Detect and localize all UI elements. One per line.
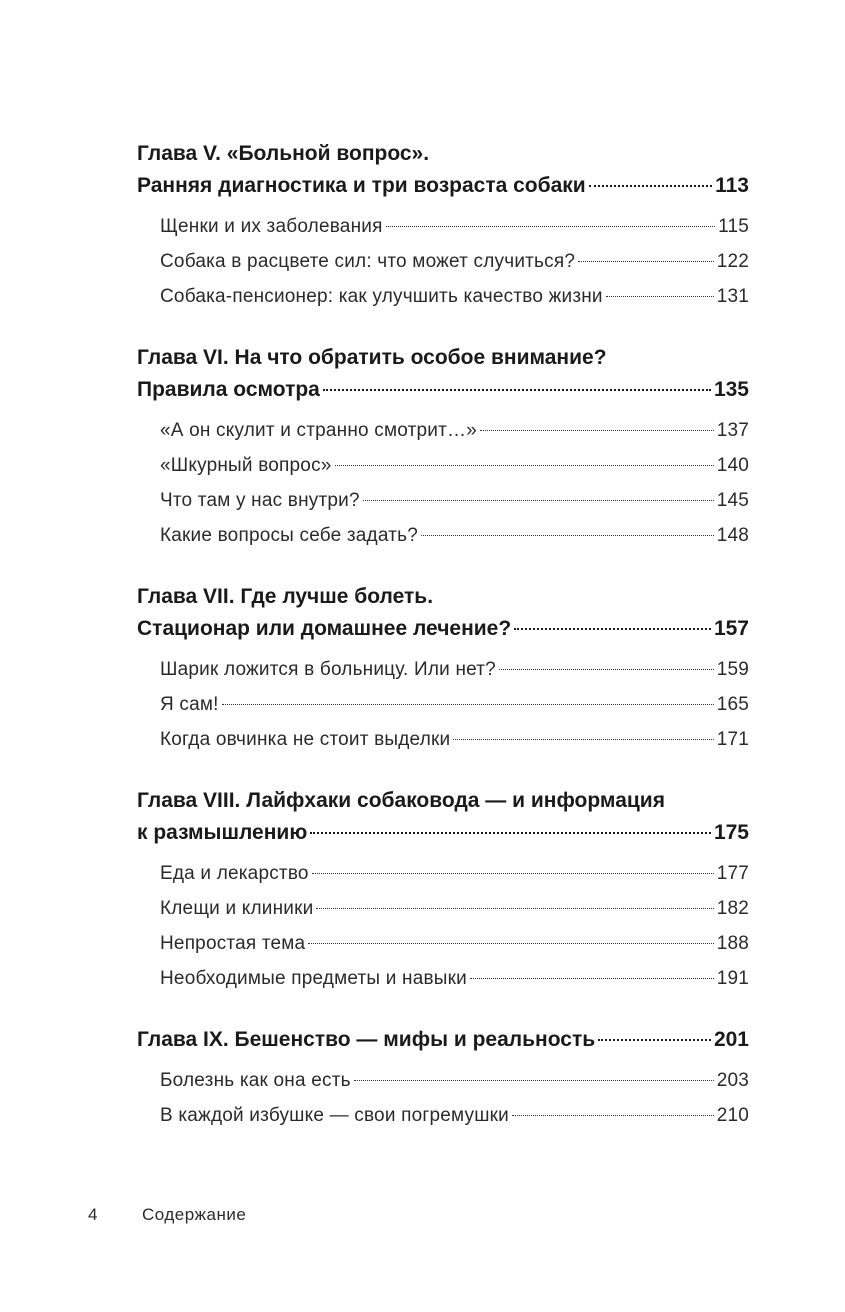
dot-leader [308,943,713,944]
toc-entry [160,1098,749,1133]
toc-entry [160,926,749,961]
page-footer [88,1205,246,1225]
toc-entry [160,652,749,687]
toc-entry [160,1063,749,1098]
dot-leader [499,669,714,670]
chapter-title-line-1: Глава VII. Где лучше болеть. [137,585,434,608]
chapter-5 [137,138,749,314]
table-of-contents [137,138,749,1161]
chapter-page-number: 135 [713,378,749,401]
chapter-title-text: Правила осмотра [137,378,320,401]
entry-page-number: 159 [716,659,749,680]
dot-leader [222,704,714,705]
entry-title: В каждой избушке — свои погремушки [160,1105,509,1126]
entry-title: Когда овчинка не стоит выделки [160,729,451,750]
dot-leader [335,465,714,466]
entry-page-number: 188 [716,933,749,954]
chapter-page-number: 157 [713,617,749,640]
chapter-title-text: Глава IX. Бешенство — мифы и реальность [137,1028,596,1051]
dot-leader [514,628,711,630]
section-list [137,1063,749,1133]
entry-title: Непростая тема [160,933,306,954]
entry-page-number: 122 [716,251,749,272]
chapter-title-line-2 [137,817,749,849]
toc-entry [160,448,749,483]
section-list [137,209,749,314]
entry-title: Клещи и клиники [160,898,314,919]
entry-title: Что там у нас внутри? [160,490,360,511]
chapter-9 [137,1024,749,1133]
chapter-title-line-1: Глава VIII. Лайфхаки собаковода — и информация [137,789,665,812]
entry-title: «Шкурный вопрос» [160,455,332,476]
dot-leader [386,226,716,227]
chapter-page-number: 201 [713,1028,749,1051]
entry-page-number: 137 [716,420,749,441]
chapter-title-text: Ранняя диагностика и три возраста собаки [137,174,586,197]
dot-leader [453,739,713,740]
dot-leader [323,389,711,391]
dot-leader [310,832,711,834]
dot-leader [354,1080,714,1081]
dot-leader [578,261,714,262]
toc-entry [160,413,749,448]
entry-title: Я сам! [160,694,219,715]
entry-page-number: 210 [716,1105,749,1126]
section-list [137,652,749,757]
dot-leader [312,873,714,874]
chapter-title-line-1: Глава VI. На что обратить особое внимание? [137,346,607,369]
dot-leader [363,500,714,501]
entry-page-number: 148 [716,525,749,546]
toc-entry [160,518,749,553]
dot-leader [606,296,714,297]
dot-leader [598,1039,711,1041]
chapter-6 [137,342,749,553]
chapter-title-text: к размышлению [137,821,308,844]
chapter-8 [137,785,749,996]
chapter-page-number: 113 [715,174,749,197]
toc-entry [160,891,749,926]
toc-entry [160,687,749,722]
running-head: Содержание [142,1205,247,1224]
dot-leader [512,1115,714,1116]
toc-entry [160,722,749,757]
dot-leader [589,185,712,187]
toc-entry [160,209,749,244]
chapter-title-line-2 [137,170,749,202]
chapter-title-line-2 [137,1024,749,1056]
entry-title: Еда и лекарство [160,863,309,884]
entry-title: Шарик ложится в больницу. Или нет? [160,659,496,680]
entry-title: Собака-пенсионер: как улучшить качество жизни [160,286,603,307]
chapter-title-text: Стационар или домашнее лечение? [137,617,512,640]
section-list [137,856,749,996]
chapter-page-number: 175 [713,821,749,844]
toc-entry [160,856,749,891]
entry-page-number: 115 [718,216,749,237]
page-folio: 4 [88,1205,98,1224]
toc-entry [160,483,749,518]
dot-leader [480,430,714,431]
entry-page-number: 140 [716,455,749,476]
entry-title: «А он скулит и странно смотрит…» [160,420,477,441]
entry-title: Собака в расцвете сил: что может случиться? [160,251,576,272]
entry-page-number: 145 [716,490,749,511]
toc-entry [160,961,749,996]
toc-entry [160,244,749,279]
chapter-title-line-1: Глава V. «Больной вопрос». [137,142,430,165]
entry-page-number: 203 [716,1070,749,1091]
entry-title: Необходимые предметы и навыки [160,968,467,989]
entry-page-number: 165 [716,694,749,715]
dot-leader [470,978,714,979]
section-list [137,413,749,553]
entry-title: Щенки и их заболевания [160,216,383,237]
chapter-title-line-2 [137,374,749,406]
dot-leader [421,535,714,536]
chapter-title-line-2 [137,613,749,645]
entry-title: Какие вопросы себе задать? [160,525,418,546]
dot-leader [316,908,713,909]
toc-entry [160,279,749,314]
entry-page-number: 177 [716,863,749,884]
chapter-7 [137,581,749,757]
entry-page-number: 182 [716,898,749,919]
entry-title: Болезнь как она есть [160,1070,351,1091]
entry-page-number: 171 [716,729,749,750]
entry-page-number: 191 [716,968,749,989]
entry-page-number: 131 [716,286,749,307]
